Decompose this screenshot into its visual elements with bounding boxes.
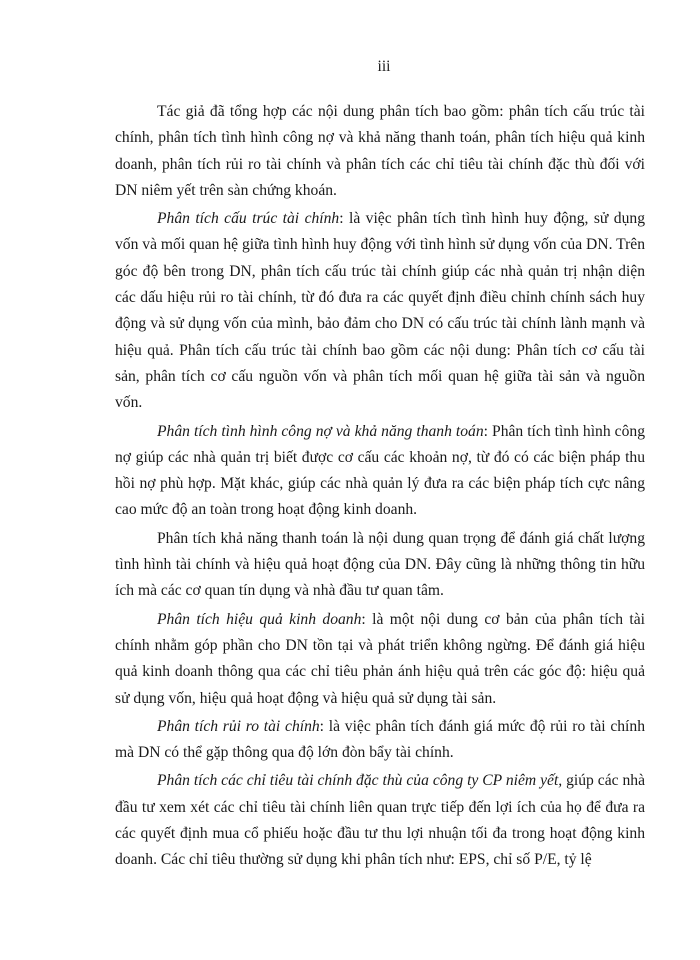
paragraph-lead: Phân tích hiệu quả kinh doanh bbox=[157, 610, 362, 628]
paragraph-intro bbox=[115, 99, 645, 204]
paragraph-solvency bbox=[115, 526, 645, 605]
paragraph-lead: Phân tích tình hình công nợ và khả năng thanh toán bbox=[157, 422, 484, 440]
paragraph-financial-risk bbox=[115, 714, 645, 767]
paragraph-lead: Phân tích cấu trúc tài chính bbox=[157, 210, 340, 228]
paragraph-listed-company-indicators bbox=[115, 768, 645, 873]
paragraph-debt-solvency bbox=[115, 419, 645, 524]
page-number: iii bbox=[377, 58, 391, 75]
paragraph-text: giúp các nhà đầu tư xem xét các chỉ tiêu tài chính liên quan trực tiếp đến lợi ích của họ để đưa ra các quyết định mua cổ phiếu hoặc đầu tư thu lợi nhuận tối đa trong hoạt động kinh doanh. Các chỉ tiêu thường sử dụng khi phân tích như: EPS, chỉ số P/E, tỷ lệ bbox=[115, 772, 646, 869]
paragraph-lead: Phân tích rủi ro tài chính bbox=[157, 717, 320, 735]
paragraph-text: Tác giả đã tổng hợp các nội dung phân tích bao gồm: phân tích cấu trúc tài chính, phân tích tình hình công nợ và khả năng thanh toán, phân tích hiệu quả kinh doanh, phân tích rủi ro tài chính và phân tích các chỉ tiêu tài chính đặc thù đối với DN niêm yết trên sàn chứng khoán. bbox=[115, 103, 645, 199]
paragraph-text: : là một nội dung cơ bản của phân tích tài chính nhằm góp phần cho DN tồn tại và phát triển không ngừng. Để đánh giá hiệu quả kinh doanh thông qua các chỉ tiêu phản ánh hiệu quả trên các góc độ: hiệu quả sử dụng vốn, hiệu quả hoạt động và hiệu quả sử dụng tài sản. bbox=[115, 610, 645, 707]
paragraph-capital-structure bbox=[115, 206, 645, 416]
paragraph-text: : là việc phân tích đánh giá mức độ rủi ro tài chính mà DN có thể gặp thông qua độ lớn đòn bẩy tài chính. bbox=[115, 717, 645, 762]
document-page bbox=[115, 58, 645, 876]
paragraph-text: Phân tích khả năng thanh toán là nội dung quan trọng để đánh giá chất lượng tình hình tài chính và hiệu quả hoạt động của DN. Đây cũng là những thông tin hữu ích mà các cơ quan tín dụng và nhà đầu tư quan tâm. bbox=[115, 529, 645, 600]
paragraph-business-efficiency bbox=[115, 607, 645, 712]
paragraph-text: : là việc phân tích tình hình huy động, sử dụng vốn và mối quan hệ giữa tình hình huy động với tình hình sử dụng vốn của DN. Trên góc độ bên trong DN, phân tích cấu trúc tài chính giúp các nhà quản trị nhận diện các dấu hiệu rủi ro tài chính, từ đó đưa ra các quyết định điều chỉnh chính sách huy động và sử dụng vốn của mình, bảo đảm cho DN có cấu trúc tài chính lành mạnh và hiệu quả. Phân tích cấu trúc tài chính bao gồm các nội dung: Phân tích cơ cấu tài sản, phân tích cơ cấu nguồn vốn và phân tích mối quan hệ giữa tài sản và nguồn vốn. bbox=[115, 210, 645, 412]
paragraph-text: : Phân tích tình hình công nợ giúp các nhà quản trị biết được cơ cấu các khoản nợ, từ đó có các biện pháp thu hồi nợ phù hợp. Mặt khác, giúp các nhà quản lý đưa ra các biện pháp tích cực nâng cao mức độ an toàn trong hoạt động kinh doanh. bbox=[115, 422, 645, 519]
paragraph-lead: Phân tích các chỉ tiêu tài chính đặc thù của công ty CP niêm yết, bbox=[157, 772, 563, 790]
